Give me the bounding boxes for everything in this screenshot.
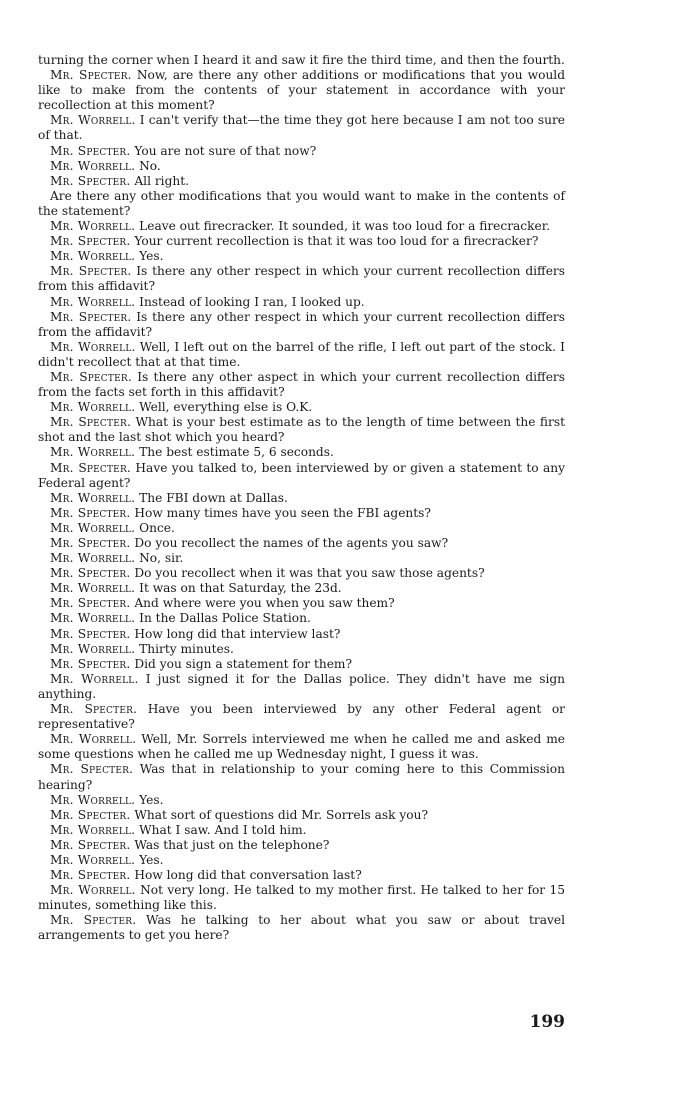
transcript-paragraph bbox=[38, 295, 565, 310]
paragraph-text: What I saw. And I told him. bbox=[139, 822, 307, 837]
paragraph-text: The FBI down at Dallas. bbox=[139, 490, 288, 505]
transcript-paragraph bbox=[38, 762, 565, 792]
transcript-paragraph bbox=[38, 506, 565, 521]
paragraph-text: Yes. bbox=[139, 792, 164, 807]
speaker-label: Mr. Specter. bbox=[50, 505, 131, 520]
transcript-paragraph bbox=[38, 264, 565, 294]
transcript-paragraph bbox=[38, 566, 565, 581]
transcript-paragraph bbox=[38, 581, 565, 596]
paragraph-text: In the Dallas Police Station. bbox=[139, 611, 311, 626]
speaker-label: Mr. Specter. bbox=[50, 626, 131, 641]
paragraph-text: How long did that interview last? bbox=[134, 626, 341, 641]
transcript-paragraph bbox=[38, 219, 565, 234]
paragraph-text: Well, Mr. Sorrels interviewed me when he called me and asked me some questions when he called me up Wednesday night, I guess it was. bbox=[38, 732, 565, 762]
paragraph-text: The best estimate 5, 6 seconds. bbox=[139, 445, 334, 460]
transcript-paragraph bbox=[38, 370, 565, 400]
paragraph-text: Instead of looking I ran, I looked up. bbox=[139, 294, 365, 309]
speaker-label: Mr. Worrell. bbox=[50, 294, 136, 309]
speaker-label: Mr. Worrell. bbox=[50, 551, 136, 566]
speaker-label: Mr. Specter. bbox=[50, 309, 132, 324]
speaker-label: Mr. Specter. bbox=[50, 913, 137, 928]
paragraph-text: Do you recollect when it was that you saw those agents? bbox=[134, 566, 485, 581]
speaker-label: Mr. Specter. bbox=[50, 536, 131, 550]
transcript-paragraph bbox=[38, 823, 565, 838]
speaker-label: Mr. Worrell. bbox=[50, 445, 136, 460]
speaker-label: Mr. Specter. bbox=[50, 762, 134, 777]
paragraph-text: Is there any other respect in which your current recollection differs from this affidavit? bbox=[38, 264, 565, 294]
transcript-paragraph bbox=[38, 838, 565, 853]
speaker-label: Mr. Specter. bbox=[50, 702, 138, 717]
paragraph-text: What sort of questions did Mr. Sorrels ask you? bbox=[134, 807, 428, 822]
speaker-label: Mr. Specter. bbox=[50, 656, 131, 671]
paragraph-text: No. bbox=[139, 158, 161, 173]
transcript-paragraph bbox=[38, 445, 565, 460]
speaker-label: Mr. Specter. bbox=[50, 173, 131, 188]
transcript-paragraph bbox=[38, 521, 565, 536]
transcript-paragraph bbox=[38, 415, 565, 445]
paragraph-text: Have you talked to, been interviewed by or given a statement to any Federal agent? bbox=[38, 460, 566, 490]
transcript-paragraph bbox=[38, 159, 565, 174]
transcript-paragraph bbox=[38, 732, 565, 762]
paragraph-text: Was that in relationship to your coming here to this Commission hearing? bbox=[38, 762, 565, 792]
speaker-label: Mr. Worrell. bbox=[50, 611, 136, 626]
paragraph-text: Was he talking to her about what you saw or about travel arrangements to get you here? bbox=[38, 913, 565, 943]
transcript-paragraph bbox=[38, 853, 565, 868]
speaker-label: Mr. Specter. bbox=[50, 566, 131, 581]
speaker-label: Mr. Worrell. bbox=[50, 113, 136, 128]
paragraph-text: I just signed it for the Dallas police. They didn't have me sign anything. bbox=[38, 671, 566, 701]
speaker-label: Mr. Worrell. bbox=[50, 400, 136, 415]
paragraph-text: Have you been interviewed by any other Federal agent or representative? bbox=[38, 702, 565, 732]
paragraph-text: Your current recollection is that it was too loud for a firecracker? bbox=[134, 234, 539, 249]
paragraph-text: It was on that Saturday, the 23d. bbox=[139, 581, 342, 596]
paragraph-text: Once. bbox=[139, 520, 175, 535]
speaker-label: Mr. Specter. bbox=[50, 596, 131, 611]
speaker-label: Mr. Worrell. bbox=[50, 883, 136, 898]
transcript-body bbox=[38, 53, 565, 944]
transcript-paragraph bbox=[38, 189, 565, 219]
speaker-label: Mr. Worrell. bbox=[50, 792, 136, 807]
page-number: 199 bbox=[529, 1012, 565, 1032]
transcript-paragraph bbox=[38, 174, 565, 189]
transcript-paragraph bbox=[38, 808, 565, 823]
transcript-paragraph bbox=[38, 144, 565, 159]
speaker-label: Mr. Worrell. bbox=[50, 219, 136, 234]
speaker-label: Mr. Worrell. bbox=[50, 671, 139, 686]
transcript-paragraph bbox=[38, 461, 565, 491]
paragraph-text: Is there any other aspect in which your current recollection differs from the facts set forth in this affidavit? bbox=[38, 369, 565, 400]
transcript-paragraph bbox=[38, 340, 565, 370]
paragraph-text: Was that just on the telephone? bbox=[134, 837, 330, 852]
paragraph-text: What is your best estimate as to the length of time between the first shot and the last shot which you heard? bbox=[38, 415, 566, 445]
paragraph-text: Well, I left out on the barrel of the rifle, I left out part of the stock. I didn't recollect that at that time. bbox=[38, 339, 565, 369]
transcript-paragraph bbox=[38, 536, 565, 551]
paragraph-text: Yes. bbox=[139, 249, 164, 264]
paragraph-text: I can't verify that—the time they got here because I am not too sure of that. bbox=[38, 113, 566, 143]
transcript-paragraph bbox=[38, 657, 565, 672]
speaker-label: Mr. Specter. bbox=[50, 868, 131, 883]
paragraph-text: turning the corner when I heard it and saw it fire the third time, and then the fourth. bbox=[38, 53, 565, 67]
paragraph-text: Do you recollect the names of the agents you saw? bbox=[134, 536, 449, 550]
transcript-paragraph bbox=[38, 642, 565, 657]
transcript-paragraph bbox=[38, 249, 565, 264]
transcript-paragraph bbox=[38, 400, 565, 415]
transcript-paragraph bbox=[38, 793, 565, 808]
speaker-label: Mr. Worrell. bbox=[50, 249, 136, 264]
speaker-label: Mr. Specter. bbox=[50, 837, 131, 852]
transcript-paragraph bbox=[38, 53, 565, 68]
paragraph-text: Are there any other modifications that you would want to make in the contents of the statement? bbox=[38, 188, 565, 218]
transcript-paragraph bbox=[38, 868, 565, 883]
transcript-paragraph bbox=[38, 611, 565, 626]
speaker-label: Mr. Specter. bbox=[50, 807, 131, 822]
transcript-paragraph bbox=[38, 702, 565, 732]
paragraph-text: Now, are there any other additions or modifications that you would like to make from the contents of your statement in accordance with your recollection at this moment? bbox=[38, 68, 566, 113]
transcript-paragraph bbox=[38, 672, 565, 702]
paragraph-text: No, sir. bbox=[139, 551, 184, 566]
paragraph-text: You are not sure of that now? bbox=[134, 143, 317, 158]
paragraph-text: Did you sign a statement for them? bbox=[134, 656, 353, 671]
speaker-label: Mr. Specter. bbox=[50, 264, 132, 279]
speaker-label: Mr. Specter. bbox=[50, 460, 132, 475]
transcript-paragraph bbox=[38, 551, 565, 566]
transcript-paragraph bbox=[38, 234, 565, 249]
paragraph-text: Well, everything else is O.K. bbox=[139, 400, 313, 415]
transcript-paragraph bbox=[38, 883, 565, 913]
speaker-label: Mr. Worrell. bbox=[50, 732, 137, 747]
transcript-paragraph bbox=[38, 596, 565, 611]
paragraph-text: How long did that conversation last? bbox=[134, 868, 362, 883]
transcript-paragraph bbox=[38, 913, 565, 943]
speaker-label: Mr. Worrell. bbox=[50, 581, 136, 596]
speaker-label: Mr. Worrell. bbox=[50, 490, 136, 505]
paragraph-text: Not very long. He talked to my mother first. He talked to her for 15 minutes, something like this. bbox=[38, 883, 566, 913]
paragraph-text: And where were you when you saw them? bbox=[134, 596, 395, 611]
paragraph-text: Thirty minutes. bbox=[139, 641, 234, 656]
transcript-paragraph bbox=[38, 113, 565, 143]
transcript-paragraph bbox=[38, 491, 565, 506]
transcript-paragraph bbox=[38, 627, 565, 642]
speaker-label: Mr. Specter. bbox=[50, 234, 131, 249]
speaker-label: Mr. Worrell. bbox=[50, 520, 136, 535]
paragraph-text: Is there any other respect in which your current recollection differs from the affidavit? bbox=[38, 309, 565, 339]
transcript-paragraph bbox=[38, 68, 565, 113]
speaker-label: Mr. Worrell. bbox=[50, 822, 136, 837]
speaker-label: Mr. Specter. bbox=[50, 143, 131, 158]
speaker-label: Mr. Worrell. bbox=[50, 852, 136, 867]
speaker-label: Mr. Worrell. bbox=[50, 641, 136, 656]
speaker-label: Mr. Specter. bbox=[50, 68, 132, 83]
transcript-paragraph bbox=[38, 310, 565, 340]
speaker-label: Mr. Specter. bbox=[50, 369, 132, 384]
paragraph-text: Yes. bbox=[139, 852, 164, 867]
speaker-label: Mr. Worrell. bbox=[50, 339, 136, 354]
paragraph-text: How many times have you seen the FBI agents? bbox=[134, 505, 431, 520]
paragraph-text: Leave out firecracker. It sounded, it was too loud for a firecracker. bbox=[139, 219, 551, 234]
paragraph-text: All right. bbox=[134, 173, 189, 188]
speaker-label: Mr. Worrell. bbox=[50, 158, 136, 173]
speaker-label: Mr. Specter. bbox=[50, 415, 132, 430]
